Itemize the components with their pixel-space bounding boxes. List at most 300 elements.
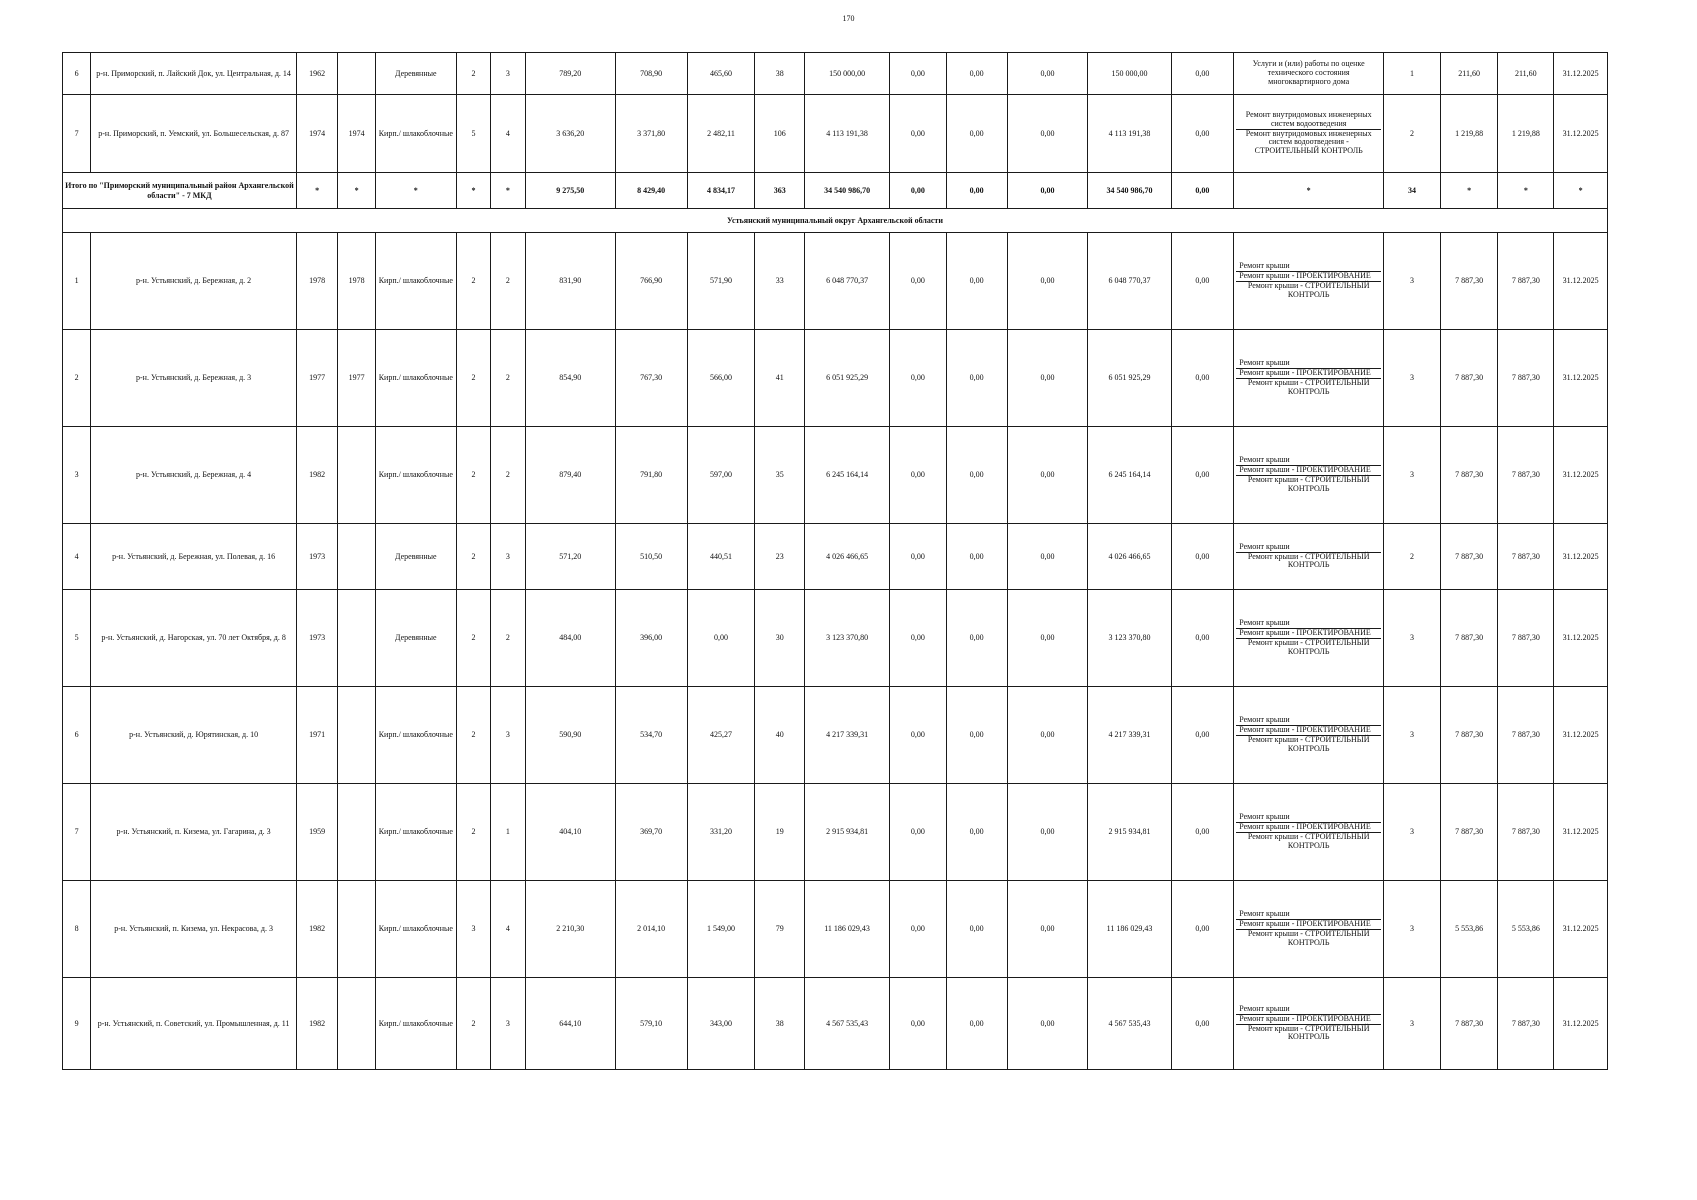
address-cell: р-н. Устьянский, д. Бережная, д. 3 bbox=[91, 330, 297, 427]
max-unit-cost-cell: 7 887,30 bbox=[1498, 590, 1554, 687]
entrances-cell: 2 bbox=[491, 590, 525, 687]
table-body bbox=[63, 53, 1608, 1070]
fund-cell-3: 0,00 bbox=[1007, 524, 1088, 590]
year-built-cell: 1959 bbox=[296, 784, 338, 881]
owned-area-cell: 465,60 bbox=[687, 53, 755, 95]
section-title: Устьянский муниципальный округ Архангельской области bbox=[63, 209, 1608, 233]
works-count-cell: 2 bbox=[1384, 95, 1441, 173]
works-cell bbox=[1234, 330, 1384, 427]
floors-cell: 2 bbox=[456, 330, 490, 427]
year-built-cell: 1977 bbox=[296, 330, 338, 427]
year-reconstruction-cell bbox=[338, 427, 375, 524]
residents-cell: 363 bbox=[755, 173, 805, 209]
works-list bbox=[1236, 910, 1381, 947]
work-item: Ремонт крыши - ПРОЕКТИРОВАНИЕ bbox=[1236, 629, 1381, 639]
unit-cost-cell: 211,60 bbox=[1440, 53, 1498, 95]
capital-repair-table bbox=[62, 52, 1608, 1070]
total-area-cell: 879,40 bbox=[525, 427, 615, 524]
row-number-cell: 9 bbox=[63, 978, 91, 1070]
residents-cell: 23 bbox=[755, 524, 805, 590]
total-cost-cell: 150 000,00 bbox=[805, 53, 890, 95]
year-reconstruction-cell bbox=[338, 53, 375, 95]
total-cost-cell: 6 245 164,14 bbox=[805, 427, 890, 524]
total-cost-cell: 4 567 535,43 bbox=[805, 978, 890, 1070]
work-item: Ремонт крыши - СТРОИТЕЛЬНЫЙ КОНТРОЛЬ bbox=[1247, 551, 1370, 570]
year-built-cell: 1973 bbox=[296, 524, 338, 590]
max-unit-cost-cell: 7 887,30 bbox=[1498, 233, 1554, 330]
entrances-cell: 2 bbox=[491, 427, 525, 524]
work-item: Ремонт крыши bbox=[1236, 619, 1381, 629]
address-cell: р-н. Устьянский, д. Бережная, д. 4 bbox=[91, 427, 297, 524]
residential-area-cell: 579,10 bbox=[615, 978, 687, 1070]
table-row bbox=[63, 978, 1608, 1070]
fund-cell-1: 0,00 bbox=[890, 784, 947, 881]
row-number-cell: 6 bbox=[63, 53, 91, 95]
floors-cell: 2 bbox=[456, 233, 490, 330]
residential-area-cell: 534,70 bbox=[615, 687, 687, 784]
fund-cell-3: 0,00 bbox=[1007, 95, 1088, 173]
work-item: Ремонт крыши bbox=[1236, 716, 1381, 726]
works-count-cell: 3 bbox=[1384, 881, 1441, 978]
residential-area-cell: 791,80 bbox=[615, 427, 687, 524]
residents-cell: 19 bbox=[755, 784, 805, 881]
floors-cell: 2 bbox=[456, 687, 490, 784]
fund-cell-2: 0,00 bbox=[946, 687, 1007, 784]
owned-area-cell: 571,90 bbox=[687, 233, 755, 330]
fund-cell-1: 0,00 bbox=[890, 590, 947, 687]
max-unit-cost-cell: 7 887,30 bbox=[1498, 330, 1554, 427]
table-row bbox=[63, 95, 1608, 173]
total-cost-cell: 4 217 339,31 bbox=[805, 687, 890, 784]
work-item: Ремонт внутридомовых инженерных систем водоотведения - СТРОИТЕЛЬНЫЙ КОНТРОЛЬ bbox=[1245, 128, 1372, 156]
floors-cell: 2 bbox=[456, 784, 490, 881]
total-area-cell: 9 275,50 bbox=[525, 173, 615, 209]
unit-cost-cell: 7 887,30 bbox=[1440, 784, 1498, 881]
residents-cell: 38 bbox=[755, 53, 805, 95]
year-built-cell: 1974 bbox=[296, 95, 338, 173]
residential-area-cell: 8 429,40 bbox=[615, 173, 687, 209]
owners-fund-cell: 6 245 164,14 bbox=[1088, 427, 1171, 524]
unit-cost-cell: 7 887,30 bbox=[1440, 330, 1498, 427]
completion-date-cell: 31.12.2025 bbox=[1554, 233, 1608, 330]
works-cell bbox=[1234, 95, 1384, 173]
year-reconstruction-cell bbox=[338, 524, 375, 590]
completion-date-cell: 31.12.2025 bbox=[1554, 330, 1608, 427]
owned-area-cell: 425,27 bbox=[687, 687, 755, 784]
section-header-row bbox=[63, 209, 1608, 233]
max-unit-cost-cell: 7 887,30 bbox=[1498, 784, 1554, 881]
owners-fund-cell: 4 026 466,65 bbox=[1088, 524, 1171, 590]
works-cell bbox=[1234, 524, 1384, 590]
floors-cell: 2 bbox=[456, 427, 490, 524]
table-row bbox=[63, 590, 1608, 687]
other-fund-cell: 0,00 bbox=[1171, 687, 1234, 784]
work-item: Ремонт крыши bbox=[1236, 1005, 1381, 1015]
owners-fund-cell: 6 048 770,37 bbox=[1088, 233, 1171, 330]
fund-cell-1: 0,00 bbox=[890, 173, 947, 209]
fund-cell-1: 0,00 bbox=[890, 427, 947, 524]
completion-date-cell: 31.12.2025 bbox=[1554, 590, 1608, 687]
fund-cell-2: 0,00 bbox=[946, 881, 1007, 978]
owned-area-cell: 440,51 bbox=[687, 524, 755, 590]
residential-area-cell: 3 371,80 bbox=[615, 95, 687, 173]
year-reconstruction-cell bbox=[338, 590, 375, 687]
year-reconstruction-cell bbox=[338, 881, 375, 978]
total-cost-cell: 34 540 986,70 bbox=[805, 173, 890, 209]
residential-area-cell: 369,70 bbox=[615, 784, 687, 881]
other-fund-cell: 0,00 bbox=[1171, 881, 1234, 978]
owners-fund-cell: 4 567 535,43 bbox=[1088, 978, 1171, 1070]
fund-cell-1: 0,00 bbox=[890, 524, 947, 590]
completion-date-cell: 31.12.2025 bbox=[1554, 95, 1608, 173]
table-row bbox=[63, 784, 1608, 881]
floors-cell: * bbox=[456, 173, 490, 209]
year-built-cell: 1982 bbox=[296, 427, 338, 524]
completion-date-cell: 31.12.2025 bbox=[1554, 978, 1608, 1070]
owners-fund-cell: 4 113 191,38 bbox=[1088, 95, 1171, 173]
completion-date-cell: 31.12.2025 bbox=[1554, 53, 1608, 95]
year-built-cell: * bbox=[296, 173, 338, 209]
total-area-cell: 2 210,30 bbox=[525, 881, 615, 978]
total-area-cell: 854,90 bbox=[525, 330, 615, 427]
entrances-cell: 2 bbox=[491, 330, 525, 427]
work-item: Ремонт крыши bbox=[1236, 359, 1381, 369]
entrances-cell: * bbox=[491, 173, 525, 209]
residential-area-cell: 510,50 bbox=[615, 524, 687, 590]
year-reconstruction-cell: 1978 bbox=[338, 233, 375, 330]
wall-material-cell: * bbox=[375, 173, 456, 209]
work-item: Ремонт крыши bbox=[1236, 456, 1381, 466]
wall-material-cell: Кирп./ шлакоблочные bbox=[375, 95, 456, 173]
work-item: Ремонт крыши - СТРОИТЕЛЬНЫЙ КОНТРОЛЬ bbox=[1247, 378, 1370, 396]
fund-cell-3: 0,00 bbox=[1007, 687, 1088, 784]
work-item: Ремонт крыши bbox=[1236, 262, 1381, 272]
fund-cell-3: 0,00 bbox=[1007, 881, 1088, 978]
other-fund-cell: 0,00 bbox=[1171, 233, 1234, 330]
work-item: Ремонт крыши bbox=[1236, 543, 1381, 553]
works-cell bbox=[1234, 590, 1384, 687]
completion-date-cell: 31.12.2025 bbox=[1554, 784, 1608, 881]
unit-cost-cell: 7 887,30 bbox=[1440, 978, 1498, 1070]
work-item: Ремонт крыши bbox=[1236, 813, 1381, 823]
works-count-cell: 3 bbox=[1384, 330, 1441, 427]
works-list bbox=[1236, 359, 1381, 396]
fund-cell-1: 0,00 bbox=[890, 687, 947, 784]
residential-area-cell: 708,90 bbox=[615, 53, 687, 95]
unit-cost-cell: 7 887,30 bbox=[1440, 427, 1498, 524]
residential-area-cell: 767,30 bbox=[615, 330, 687, 427]
work-item: Ремонт крыши - СТРОИТЕЛЬНЫЙ КОНТРОЛЬ bbox=[1247, 638, 1370, 656]
residents-cell: 30 bbox=[755, 590, 805, 687]
work-item: Ремонт крыши - ПРОЕКТИРОВАНИЕ bbox=[1236, 466, 1381, 476]
entrances-cell: 4 bbox=[491, 881, 525, 978]
owners-fund-cell: 150 000,00 bbox=[1088, 53, 1171, 95]
fund-cell-1: 0,00 bbox=[890, 95, 947, 173]
year-built-cell: 1962 bbox=[296, 53, 338, 95]
owners-fund-cell: 4 217 339,31 bbox=[1088, 687, 1171, 784]
works-cell bbox=[1234, 427, 1384, 524]
works-count-cell: 3 bbox=[1384, 978, 1441, 1070]
max-unit-cost-cell: 7 887,30 bbox=[1498, 427, 1554, 524]
floors-cell: 3 bbox=[456, 881, 490, 978]
fund-cell-2: 0,00 bbox=[946, 978, 1007, 1070]
residents-cell: 33 bbox=[755, 233, 805, 330]
owned-area-cell: 1 549,00 bbox=[687, 881, 755, 978]
works-count-cell: 2 bbox=[1384, 524, 1441, 590]
fund-cell-1: 0,00 bbox=[890, 53, 947, 95]
other-fund-cell: 0,00 bbox=[1171, 784, 1234, 881]
works-count-cell: 3 bbox=[1384, 427, 1441, 524]
works-cell: * bbox=[1234, 173, 1384, 209]
total-cost-cell: 4 113 191,38 bbox=[805, 95, 890, 173]
other-fund-cell: 0,00 bbox=[1171, 95, 1234, 173]
fund-cell-2: 0,00 bbox=[946, 53, 1007, 95]
fund-cell-2: 0,00 bbox=[946, 784, 1007, 881]
table-row bbox=[63, 427, 1608, 524]
table-row bbox=[63, 524, 1608, 590]
address-cell: р-н. Устьянский, д. Нагорская, ул. 70 лет Октября, д. 8 bbox=[91, 590, 297, 687]
fund-cell-2: 0,00 bbox=[946, 95, 1007, 173]
year-built-cell: 1982 bbox=[296, 881, 338, 978]
owned-area-cell: 4 834,17 bbox=[687, 173, 755, 209]
work-item: Ремонт крыши - ПРОЕКТИРОВАНИЕ bbox=[1236, 369, 1381, 379]
owned-area-cell: 343,00 bbox=[687, 978, 755, 1070]
work-item: Ремонт крыши - ПРОЕКТИРОВАНИЕ bbox=[1236, 823, 1381, 833]
max-unit-cost-cell: 5 553,86 bbox=[1498, 881, 1554, 978]
entrances-cell: 4 bbox=[491, 95, 525, 173]
other-fund-cell: 0,00 bbox=[1171, 173, 1234, 209]
max-unit-cost-cell: * bbox=[1498, 173, 1554, 209]
unit-cost-cell: * bbox=[1440, 173, 1498, 209]
floors-cell: 2 bbox=[456, 978, 490, 1070]
residents-cell: 79 bbox=[755, 881, 805, 978]
residents-cell: 106 bbox=[755, 95, 805, 173]
wall-material-cell: Кирп./ шлакоблочные bbox=[375, 233, 456, 330]
entrances-cell: 1 bbox=[491, 784, 525, 881]
works-list bbox=[1236, 456, 1381, 493]
wall-material-cell: Кирп./ шлакоблочные bbox=[375, 784, 456, 881]
works-list bbox=[1236, 813, 1381, 850]
owners-fund-cell: 2 915 934,81 bbox=[1088, 784, 1171, 881]
fund-cell-3: 0,00 bbox=[1007, 233, 1088, 330]
entrances-cell: 3 bbox=[491, 53, 525, 95]
owned-area-cell: 566,00 bbox=[687, 330, 755, 427]
fund-cell-3: 0,00 bbox=[1007, 53, 1088, 95]
fund-cell-2: 0,00 bbox=[946, 330, 1007, 427]
residents-cell: 38 bbox=[755, 978, 805, 1070]
wall-material-cell: Деревянные bbox=[375, 524, 456, 590]
address-cell: р-н. Устьянский, п. Кизема, ул. Некрасова, д. 3 bbox=[91, 881, 297, 978]
fund-cell-1: 0,00 bbox=[890, 881, 947, 978]
floors-cell: 2 bbox=[456, 524, 490, 590]
works-list bbox=[1236, 111, 1381, 156]
total-cost-cell: 4 026 466,65 bbox=[805, 524, 890, 590]
residential-area-cell: 396,00 bbox=[615, 590, 687, 687]
fund-cell-3: 0,00 bbox=[1007, 784, 1088, 881]
work-item: Услуги и (или) работы по оценке технического состояния многоквартирного дома bbox=[1252, 59, 1365, 86]
year-reconstruction-cell: 1974 bbox=[338, 95, 375, 173]
fund-cell-2: 0,00 bbox=[946, 233, 1007, 330]
work-item: Ремонт крыши - СТРОИТЕЛЬНЫЙ КОНТРОЛЬ bbox=[1247, 475, 1370, 493]
total-label-cell: Итого по "Приморский муниципальный район Архангельской области" - 7 МКД bbox=[63, 173, 297, 209]
works-cell bbox=[1234, 687, 1384, 784]
fund-cell-1: 0,00 bbox=[890, 978, 947, 1070]
address-cell: р-н. Устьянский, д. Бережная, д. 2 bbox=[91, 233, 297, 330]
completion-date-cell: 31.12.2025 bbox=[1554, 524, 1608, 590]
completion-date-cell: 31.12.2025 bbox=[1554, 687, 1608, 784]
owned-area-cell: 0,00 bbox=[687, 590, 755, 687]
works-cell bbox=[1234, 784, 1384, 881]
table-row bbox=[63, 687, 1608, 784]
work-item: Ремонт крыши - ПРОЕКТИРОВАНИЕ bbox=[1236, 1015, 1381, 1025]
entrances-cell: 3 bbox=[491, 978, 525, 1070]
address-cell: р-н. Устьянский, п. Советский, ул. Промышленная, д. 11 bbox=[91, 978, 297, 1070]
year-reconstruction-cell bbox=[338, 978, 375, 1070]
works-list bbox=[1236, 60, 1381, 86]
floors-cell: 5 bbox=[456, 95, 490, 173]
year-reconstruction-cell bbox=[338, 784, 375, 881]
fund-cell-3: 0,00 bbox=[1007, 330, 1088, 427]
work-item: Ремонт крыши - ПРОЕКТИРОВАНИЕ bbox=[1236, 920, 1381, 930]
floors-cell: 2 bbox=[456, 53, 490, 95]
max-unit-cost-cell: 7 887,30 bbox=[1498, 978, 1554, 1070]
total-area-cell: 831,90 bbox=[525, 233, 615, 330]
total-area-cell: 644,10 bbox=[525, 978, 615, 1070]
total-cost-cell: 6 051 925,29 bbox=[805, 330, 890, 427]
completion-date-cell: 31.12.2025 bbox=[1554, 881, 1608, 978]
fund-cell-2: 0,00 bbox=[946, 427, 1007, 524]
residential-area-cell: 2 014,10 bbox=[615, 881, 687, 978]
works-list bbox=[1236, 1005, 1381, 1042]
residential-area-cell: 766,90 bbox=[615, 233, 687, 330]
work-item: Ремонт крыши - ПРОЕКТИРОВАНИЕ bbox=[1236, 272, 1381, 282]
address-cell: р-н. Приморский, п. Лайский Док, ул. Центральная, д. 14 bbox=[91, 53, 297, 95]
wall-material-cell: Кирп./ шлакоблочные bbox=[375, 687, 456, 784]
completion-date-cell: 31.12.2025 bbox=[1554, 427, 1608, 524]
other-fund-cell: 0,00 bbox=[1171, 524, 1234, 590]
unit-cost-cell: 5 553,86 bbox=[1440, 881, 1498, 978]
work-item: Ремонт внутридомовых инженерных систем водоотведения bbox=[1236, 111, 1381, 130]
fund-cell-1: 0,00 bbox=[890, 233, 947, 330]
row-number-cell: 1 bbox=[63, 233, 91, 330]
row-number-cell: 7 bbox=[63, 784, 91, 881]
year-reconstruction-cell bbox=[338, 687, 375, 784]
works-cell bbox=[1234, 53, 1384, 95]
max-unit-cost-cell: 7 887,30 bbox=[1498, 524, 1554, 590]
other-fund-cell: 0,00 bbox=[1171, 427, 1234, 524]
completion-date-cell: * bbox=[1554, 173, 1608, 209]
wall-material-cell: Кирп./ шлакоблочные bbox=[375, 330, 456, 427]
row-number-cell: 3 bbox=[63, 427, 91, 524]
owners-fund-cell: 34 540 986,70 bbox=[1088, 173, 1171, 209]
wall-material-cell: Кирп./ шлакоблочные bbox=[375, 881, 456, 978]
fund-cell-2: 0,00 bbox=[946, 590, 1007, 687]
works-count-cell: 1 bbox=[1384, 53, 1441, 95]
total-row bbox=[63, 173, 1608, 209]
owners-fund-cell: 6 051 925,29 bbox=[1088, 330, 1171, 427]
wall-material-cell: Кирп./ шлакоблочные bbox=[375, 978, 456, 1070]
address-cell: р-н. Устьянский, д. Бережная, ул. Полевая, д. 16 bbox=[91, 524, 297, 590]
unit-cost-cell: 1 219,88 bbox=[1440, 95, 1498, 173]
fund-cell-3: 0,00 bbox=[1007, 590, 1088, 687]
works-count-cell: 34 bbox=[1384, 173, 1441, 209]
total-area-cell: 404,10 bbox=[525, 784, 615, 881]
owners-fund-cell: 3 123 370,80 bbox=[1088, 590, 1171, 687]
max-unit-cost-cell: 211,60 bbox=[1498, 53, 1554, 95]
year-built-cell: 1978 bbox=[296, 233, 338, 330]
total-area-cell: 571,20 bbox=[525, 524, 615, 590]
other-fund-cell: 0,00 bbox=[1171, 978, 1234, 1070]
other-fund-cell: 0,00 bbox=[1171, 330, 1234, 427]
fund-cell-2: 0,00 bbox=[946, 173, 1007, 209]
works-list bbox=[1236, 543, 1381, 570]
other-fund-cell: 0,00 bbox=[1171, 590, 1234, 687]
works-count-cell: 3 bbox=[1384, 687, 1441, 784]
work-item: Ремонт крыши - СТРОИТЕЛЬНЫЙ КОНТРОЛЬ bbox=[1247, 735, 1370, 753]
entrances-cell: 2 bbox=[491, 233, 525, 330]
works-list bbox=[1236, 619, 1381, 656]
table-row bbox=[63, 53, 1608, 95]
works-count-cell: 3 bbox=[1384, 233, 1441, 330]
residents-cell: 40 bbox=[755, 687, 805, 784]
works-list bbox=[1236, 716, 1381, 753]
address-cell: р-н. Устьянский, п. Кизема, ул. Гагарина, д. 3 bbox=[91, 784, 297, 881]
work-item: Ремонт крыши - СТРОИТЕЛЬНЫЙ КОНТРОЛЬ bbox=[1247, 832, 1370, 850]
works-count-cell: 3 bbox=[1384, 590, 1441, 687]
entrances-cell: 3 bbox=[491, 687, 525, 784]
fund-cell-3: 0,00 bbox=[1007, 173, 1088, 209]
works-count-cell: 3 bbox=[1384, 784, 1441, 881]
year-built-cell: 1982 bbox=[296, 978, 338, 1070]
work-item: Ремонт крыши - СТРОИТЕЛЬНЫЙ КОНТРОЛЬ bbox=[1247, 929, 1370, 947]
residents-cell: 41 bbox=[755, 330, 805, 427]
address-cell: р-н. Приморский, п. Уемский, ул. Большесельская, д. 87 bbox=[91, 95, 297, 173]
wall-material-cell: Кирп./ шлакоблочные bbox=[375, 427, 456, 524]
year-reconstruction-cell: * bbox=[338, 173, 375, 209]
work-item: Ремонт крыши - ПРОЕКТИРОВАНИЕ bbox=[1236, 726, 1381, 736]
table-row bbox=[63, 330, 1608, 427]
address-cell: р-н. Устьянский, д. Юрятинская, д. 10 bbox=[91, 687, 297, 784]
year-built-cell: 1971 bbox=[296, 687, 338, 784]
total-cost-cell: 2 915 934,81 bbox=[805, 784, 890, 881]
fund-cell-3: 0,00 bbox=[1007, 427, 1088, 524]
work-item: Ремонт крыши bbox=[1236, 910, 1381, 920]
row-number-cell: 2 bbox=[63, 330, 91, 427]
owned-area-cell: 2 482,11 bbox=[687, 95, 755, 173]
row-number-cell: 6 bbox=[63, 687, 91, 784]
row-number-cell: 5 bbox=[63, 590, 91, 687]
fund-cell-1: 0,00 bbox=[890, 330, 947, 427]
floors-cell: 2 bbox=[456, 590, 490, 687]
table-row bbox=[63, 881, 1608, 978]
unit-cost-cell: 7 887,30 bbox=[1440, 524, 1498, 590]
owners-fund-cell: 11 186 029,43 bbox=[1088, 881, 1171, 978]
year-reconstruction-cell: 1977 bbox=[338, 330, 375, 427]
owned-area-cell: 597,00 bbox=[687, 427, 755, 524]
page-number: 170 bbox=[842, 14, 855, 23]
total-area-cell: 484,00 bbox=[525, 590, 615, 687]
total-area-cell: 590,90 bbox=[525, 687, 615, 784]
max-unit-cost-cell: 7 887,30 bbox=[1498, 687, 1554, 784]
works-cell bbox=[1234, 978, 1384, 1070]
residents-cell: 35 bbox=[755, 427, 805, 524]
row-number-cell: 8 bbox=[63, 881, 91, 978]
fund-cell-2: 0,00 bbox=[946, 524, 1007, 590]
work-item: Ремонт крыши - СТРОИТЕЛЬНЫЙ КОНТРОЛЬ bbox=[1247, 281, 1370, 299]
total-cost-cell: 6 048 770,37 bbox=[805, 233, 890, 330]
table-row bbox=[63, 233, 1608, 330]
work-item: Ремонт крыши - СТРОИТЕЛЬНЫЙ КОНТРОЛЬ bbox=[1247, 1023, 1370, 1042]
